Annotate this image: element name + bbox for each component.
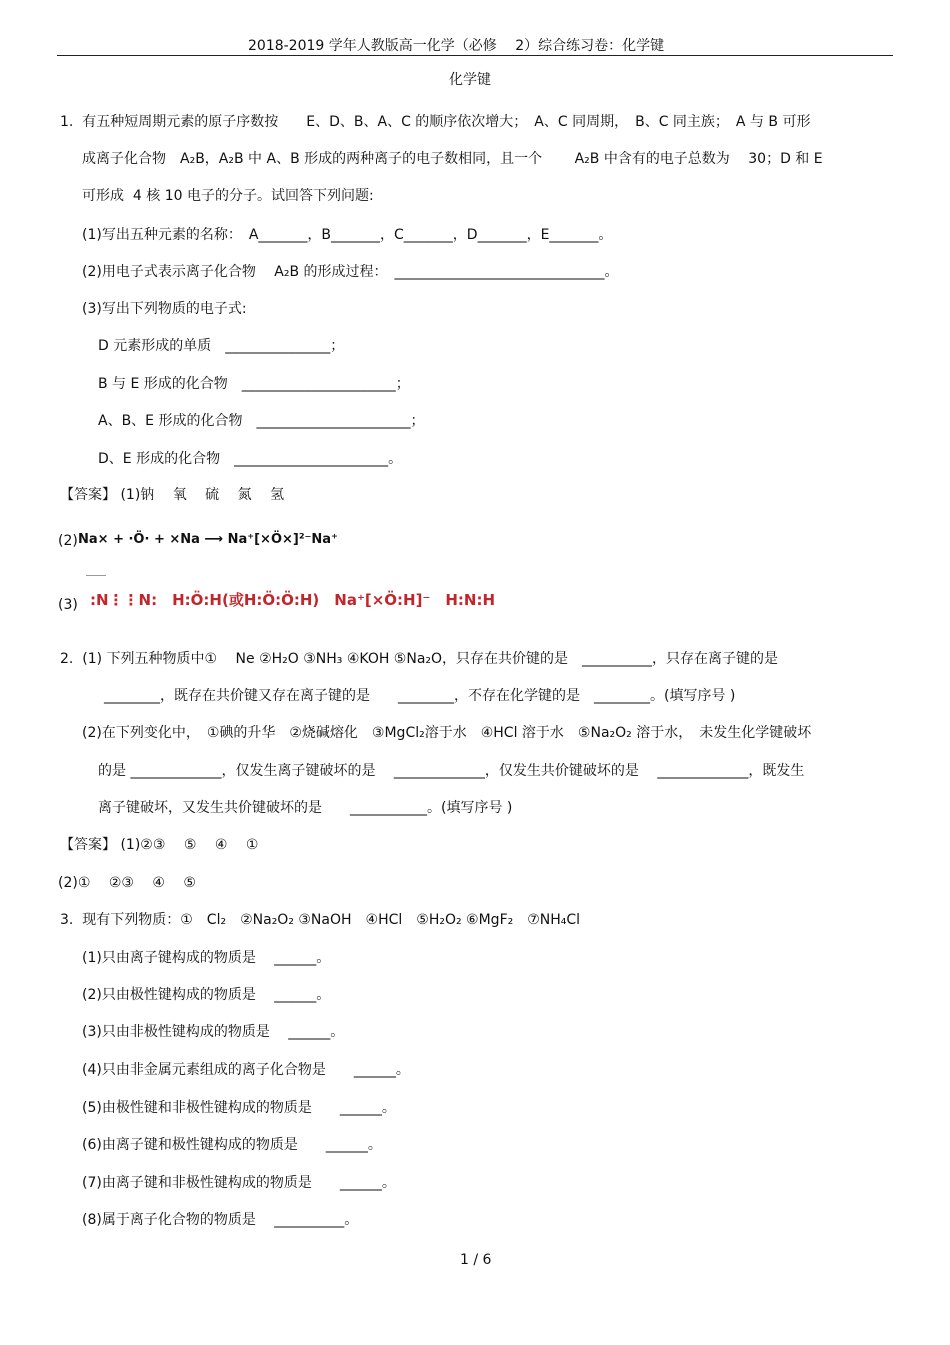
page-number: 1 / 6 <box>460 1252 492 1268</box>
q1-answer3-label: (3) <box>58 597 78 613</box>
q1-answer2-formula: Na× + ·Ö· + ×Na ⟶ Na⁺[×Ö×]²⁻Na⁺ <box>78 532 338 547</box>
q3-item-8: (8)属于离子化合物的物质是 __________。 <box>82 1212 359 1228</box>
q2-answer2: (2)① ②③ ④ ⑤ <box>58 875 196 891</box>
q1-answer2-label: (2) <box>58 533 78 549</box>
q2-line5: 离子键破坏，又发生共价键破坏的是 ___________。(填写序号 ) <box>98 800 513 816</box>
q2-line1: 2. (1) 下列五种物质中① Ne ②H₂O ③NH₃ ④KOH ⑤Na₂O，只存在共价键的是 __________，只存在离子键的是 <box>60 651 779 667</box>
q1-part1: (1)写出五种元素的名称： A_______，B_______，C_______，D_______，E_______。 <box>82 227 613 243</box>
q1-answer3-formula: :N⋮⋮N: H:Ö:H(或H:Ö:Ö:H) Na⁺[×Ö:H]⁻ H:N:H <box>90 591 496 609</box>
q1-line1: 1. 有五种短周期元素的原子序数按 E、D、B、A、C 的顺序依次增大； A、C 同周期， B、C 同主族； A 与 B 可形 <box>60 114 811 130</box>
q1-answer: 【答案】 (1)钠 氧 硫 氮 氢 <box>60 487 285 503</box>
document-title: 化学键 <box>449 72 491 88</box>
q3-line1: 3. 现有下列物质：① Cl₂ ②Na₂O₂ ③NaOH ④HCl ⑤H₂O₂ ⑥MgF₂ ⑦NH₄Cl <box>60 912 581 928</box>
q1-part3d: D、E 形成的化合物 ______________________。 <box>98 451 403 467</box>
q1-part3a: D 元素形成的单质 _______________； <box>98 338 345 354</box>
q3-item-6: (6)由离子键和极性键构成的物质是 ______。 <box>82 1137 382 1153</box>
q1-part3c: A、B、E 形成的化合物 ______________________； <box>98 413 425 429</box>
q1-part2: (2)用电子式表示离子化合物 A₂B 的形成过程： ______________________________。 <box>82 264 619 280</box>
q3-item-2: (2)只由极性键构成的物质是 ______。 <box>82 987 331 1003</box>
q2-line4: 的是 _____________，仅发生离子键破坏的是 _____________，仅发生共价键破坏的是 _____________，既发生 <box>98 763 805 779</box>
header-title: 2018-2019 学年人教版高一化学（必修 2）综合练习卷：化学键 <box>248 38 665 54</box>
q3-item-3: (3)只由非极性键构成的物质是 ______。 <box>82 1024 345 1040</box>
q2-line2: ________，既存在共价键又存在离子键的是 ________，不存在化学键的是 ________。(填写序号 ) <box>104 688 736 704</box>
header-divider <box>57 55 893 56</box>
q1-part3b: B 与 E 形成的化合物 ______________________； <box>98 376 410 392</box>
q1-line2: 成离子化合物 A₂B，A₂B 中 A、B 形成的两种离子的电子数相同，且一个 A₂B 中含有的电子总数为 30；D 和 E <box>82 151 823 167</box>
q3-item-4: (4)只由非金属元素组成的离子化合物是 ______。 <box>82 1062 410 1078</box>
q1-part3: (3)写出下列物质的电子式: <box>82 301 247 317</box>
q3-item-1: (1)只由离子键构成的物质是 ______。 <box>82 950 331 966</box>
q3-item-7: (7)由离子键和非极性键构成的物质是 ______。 <box>82 1175 396 1191</box>
q1-line3: 可形成 4 核 10 电子的分子。试回答下列问题: <box>82 188 374 204</box>
q2-answer1: 【答案】 (1)②③ ⑤ ④ ① <box>60 837 259 853</box>
q1-answer3-dash <box>86 575 106 576</box>
q3-item-5: (5)由极性键和非极性键构成的物质是 ______。 <box>82 1100 396 1116</box>
q2-line3: (2)在下列变化中， ①碘的升华 ②烧碱熔化 ③MgCl₂溶于水 ④HCl 溶于水 ⑤Na₂O₂ 溶于水， 未发生化学键破坏 <box>82 725 812 741</box>
